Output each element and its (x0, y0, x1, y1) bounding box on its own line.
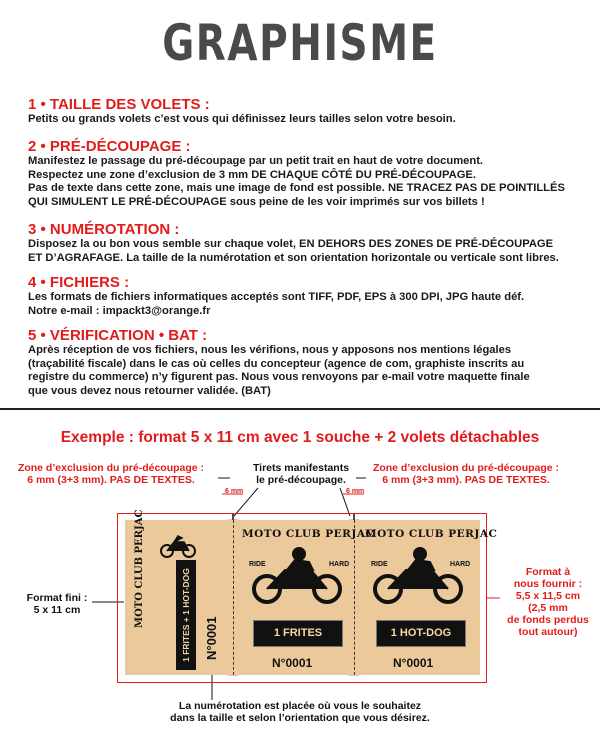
numerotation-note (130, 700, 470, 724)
annotation-line: Format à (525, 566, 571, 578)
section-line: Disposez la ou bon vous semble sur chaque volet, EN DEHORS DES ZONES DE PRÉ-DÉCOUPAGE (28, 238, 554, 250)
motorcycle-icon (368, 546, 471, 604)
annotation-line: Zone d’exclusion du pré-découpage : (372, 462, 560, 474)
volet1-item-box: 1 FRITES (253, 620, 343, 647)
stub-club-name: MOTO CLUB PERJAC (134, 509, 145, 628)
perforation-line (354, 520, 355, 675)
section-line: Les formats de fichiers informatiques acceptés sont TIFF, PDF, EPS à 300 DPI, JPG haute déf. (28, 291, 525, 303)
section-line: Respectez une zone d’exclusion de 3 mm DE CHAQUE CÔTÉ DU PRÉ-DÉCOUPAGE. (28, 168, 476, 181)
format-fournir-label (498, 566, 598, 638)
perforation-line (233, 520, 234, 675)
motorcycle-icon (247, 546, 350, 604)
motorcycle-icon (160, 530, 196, 558)
volet1-club-name: MOTO CLUB PERJAC (242, 528, 375, 540)
section-heading: 3 • NUMÉROTATION : (28, 221, 180, 238)
stub-number: N°0001 (204, 616, 219, 660)
hard-label: HARD (450, 561, 471, 568)
annotation-line: le pré-découpage. (256, 474, 346, 486)
annotation-line: (2,5 mm (528, 602, 568, 614)
volet2-club-name: MOTO CLUB PERJAC (365, 528, 498, 540)
section-line: Petits ou grands volets c’est vous qui définissez leurs tailles selon votre besoin. (28, 113, 456, 125)
section-heading: 1 • TAILLE DES VOLETS : (28, 96, 210, 113)
mm-label-right: 6 mm (346, 488, 365, 495)
stub-item-box: 1 FRITES + 1 HOT-DOG (176, 560, 196, 670)
annotation-line: 5,5 x 11,5 cm (515, 590, 581, 602)
section-line: Manifestez le passage du pré-découpage par un petit trait en haut de votre document. (28, 155, 484, 167)
annotation-line: Zone d’exclusion du pré-découpage : (17, 462, 205, 474)
mm-label-left: 6 mm (225, 488, 244, 495)
annotation-line: 5 x 11 cm (33, 604, 81, 616)
section-heading: 4 • FICHIERS : (28, 274, 130, 291)
annotation-line: Format fini : (26, 592, 88, 604)
annotation-line: dans la taille et selon l’orientation que vous désirez. (170, 712, 430, 724)
annotation-line: tout autour) (518, 626, 578, 638)
annotation-line: nous fournir : (513, 578, 583, 590)
volet2-number: N°0001 (393, 656, 434, 670)
annotation-line: Tirets manifestants (252, 462, 350, 474)
annotation-line: La numérotation est placée où vous le souhaitez (178, 700, 422, 712)
section-line: registre du commerce) n’y figurent pas. Nous vous renvoyons par e-mail votre maquette finale (28, 371, 530, 384)
annotation-line: 6 mm (3+3 mm). PAS DE TEXTES. (27, 474, 195, 486)
section-line: QUI SIMULENT LE PRÉ-DÉCOUPAGE sous peine de les voir imprimés sur vos billets ! (28, 195, 485, 208)
annotation-line: 6 mm (3+3 mm). PAS DE TEXTES. (382, 474, 550, 486)
annotation-line: de fonds perdus (507, 614, 589, 626)
example-title: Exemple : format 5 x 11 cm avec 1 souche + 2 volets détachables (60, 429, 540, 446)
ride-label: RIDE (371, 561, 388, 568)
page-title: GRAPHISME (162, 14, 438, 72)
volet1-number: N°0001 (272, 656, 313, 670)
format-fini-label (22, 592, 92, 616)
section-line: Pas de texte dans cette zone, mais une image de fond est possible. NE TRACEZ PAS DE POINTILLÉS (28, 182, 565, 195)
ride-label: RIDE (249, 561, 266, 568)
section-line: que vous devez nous retourner validée. (BAT) (28, 384, 271, 397)
section-line: Après réception de vos fichiers, nous les vérifions, nous y apposons nos mentions légales (28, 344, 512, 356)
section-line: ET D’AGRAFAGE. La taille de la numérotation et son orientation horizontale ou verticale sont libres. (28, 251, 559, 264)
hard-label: HARD (329, 561, 350, 568)
email-link[interactable]: Notre e-mail : impackt3@orange.fr (28, 304, 211, 317)
volet2-item-box: 1 HOT-DOG (376, 620, 466, 647)
section-heading: 2 • PRÉ-DÉCOUPAGE : (28, 138, 191, 155)
section-line: (traçabilité fiscale) dans le cas où celles du concepteur (agence de com, graphiste inscrits au (28, 357, 525, 370)
section-heading: 5 • VÉRIFICATION • BAT : (28, 327, 208, 344)
